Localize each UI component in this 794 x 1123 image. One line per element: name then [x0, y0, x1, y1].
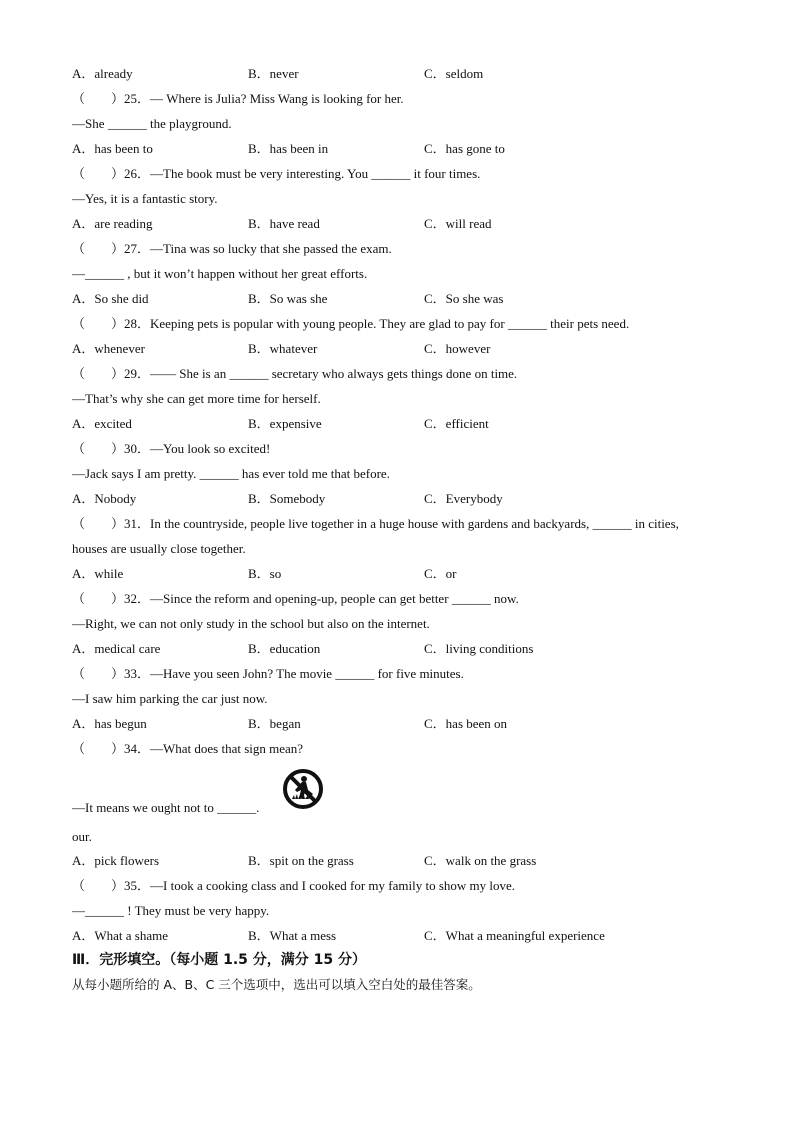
q34-option-b[interactable]: B．spit on the grass — [248, 853, 354, 868]
q32-stem: （ ）32．—Since the reform and opening-up, people can get better ______ now. — [72, 591, 519, 606]
q28-stem: （ ）28．Keeping pets is popular with young people. They are glad to pay for ______ their pets need. — [72, 316, 630, 331]
q32-options — [72, 641, 692, 657]
q31-option-a[interactable]: A．while — [72, 566, 124, 581]
q25-option-b[interactable]: B．has been in — [248, 141, 329, 156]
q24-option-b[interactable]: B．never — [248, 66, 299, 81]
q32-option-c[interactable]: C．living conditions — [424, 641, 534, 656]
q35-option-b[interactable]: B．What a mess — [248, 928, 337, 943]
q26-option-c[interactable]: C．will read — [424, 216, 492, 231]
q27-option-b[interactable]: B．So was she — [248, 291, 328, 306]
q32-option-b[interactable]: B．education — [248, 641, 321, 656]
q26-reply: —Yes, it is a fantastic story. — [72, 191, 218, 206]
q34-option-c[interactable]: C．walk on the grass — [424, 853, 537, 868]
q29-reply: —That’s why she can get more time for herself. — [72, 391, 321, 406]
q34-stem: （ ）34．—What does that sign mean? — [72, 741, 304, 756]
q28-options — [72, 341, 692, 357]
q33-option-b[interactable]: B．began — [248, 716, 301, 731]
q35-options — [72, 928, 692, 944]
q34-option-a[interactable]: A．pick flowers — [72, 853, 160, 868]
q31-option-c[interactable]: C．or — [424, 566, 457, 581]
q28-option-c[interactable]: C．however — [424, 341, 491, 356]
q25-reply: —She ______ the playground. — [72, 116, 232, 131]
q27-reply: —______ , but it won’t happen without her great efforts. — [72, 266, 368, 281]
q31-options — [72, 566, 692, 582]
q24-options — [72, 66, 692, 82]
q29-option-b[interactable]: B．expensive — [248, 416, 322, 431]
q35-stem: （ ）35．—I took a cooking class and I cooked for my family to show my love. — [72, 878, 516, 893]
q30-option-b[interactable]: B．Somebody — [248, 491, 326, 506]
q31-stem-continued: houses are usually close together. — [72, 541, 246, 556]
q33-options — [72, 716, 692, 732]
q29-options — [72, 416, 692, 432]
q29-stem: （ ）29．—— She is an ______ secretary who always gets things done on time. — [72, 366, 518, 381]
q35-option-a[interactable]: A．What a shame — [72, 928, 169, 943]
q30-option-c[interactable]: C．Everybody — [424, 491, 503, 506]
q28-option-a[interactable]: A．whenever — [72, 341, 145, 356]
q31-stem: （ ）31．In the countryside, people live together in a huge house with gardens and backyards, ______ in cities, — [72, 516, 679, 531]
q30-stem: （ ）30．—You look so excited! — [72, 441, 271, 456]
no-walking-on-grass-sign-icon — [282, 768, 324, 810]
q32-reply: —Right, we can not only study in the school but also on the internet. — [72, 616, 430, 631]
q35-option-c[interactable]: C．What a meaningful experience — [424, 928, 605, 943]
q24-option-c[interactable]: C．seldom — [424, 66, 484, 81]
q29-option-c[interactable]: C．efficient — [424, 416, 489, 431]
q30-reply: —Jack says I am pretty. ______ has ever told me that before. — [72, 466, 390, 481]
q25-option-c[interactable]: C．has gone to — [424, 141, 505, 156]
q33-option-c[interactable]: C．has been on — [424, 716, 508, 731]
q33-reply: —I saw him parking the car just now. — [72, 691, 268, 706]
q24-option-a[interactable]: A．already — [72, 66, 133, 81]
section-instruction: 从每小题所给的 A、B、C 三个选项中，选出可以填入空白处的最佳答案。 — [72, 977, 481, 992]
q27-stem: （ ）27．—Tina was so lucky that she passed the exam. — [72, 241, 392, 256]
q25-options — [72, 141, 692, 157]
q33-stem: （ ）33．—Have you seen John? The movie ______ for five minutes. — [72, 666, 464, 681]
q33-option-a[interactable]: A．has begun — [72, 716, 147, 731]
section-title: Ⅲ．完形填空。（每小题 1.5 分，满分 15 分） — [72, 952, 367, 968]
q27-options — [72, 291, 692, 307]
q25-stem: （ ）25．— Where is Julia? Miss Wang is looking for her. — [72, 91, 404, 106]
q34-reply: —It means we ought not to ______. — [72, 800, 260, 815]
q30-options — [72, 491, 692, 507]
q32-option-a[interactable]: A．medical care — [72, 641, 161, 656]
q29-option-a[interactable]: A．excited — [72, 416, 132, 431]
q27-option-a[interactable]: A．So she did — [72, 291, 149, 306]
q26-stem: （ ）26．—The book must be very interesting. You ______ it four times. — [72, 166, 481, 181]
q35-reply: —______ ! They must be very happy. — [72, 903, 270, 918]
q27-option-c[interactable]: C．So she was — [424, 291, 504, 306]
q34-options — [72, 853, 692, 869]
q26-options — [72, 216, 692, 232]
q31-option-b[interactable]: B．so — [248, 566, 282, 581]
q34-reply-continued: our. — [72, 829, 92, 844]
q28-option-b[interactable]: B．whatever — [248, 341, 318, 356]
q25-option-a[interactable]: A．has been to — [72, 141, 153, 156]
q26-option-b[interactable]: B．have read — [248, 216, 320, 231]
q26-option-a[interactable]: A．are reading — [72, 216, 153, 231]
q30-option-a[interactable]: A．Nobody — [72, 491, 137, 506]
